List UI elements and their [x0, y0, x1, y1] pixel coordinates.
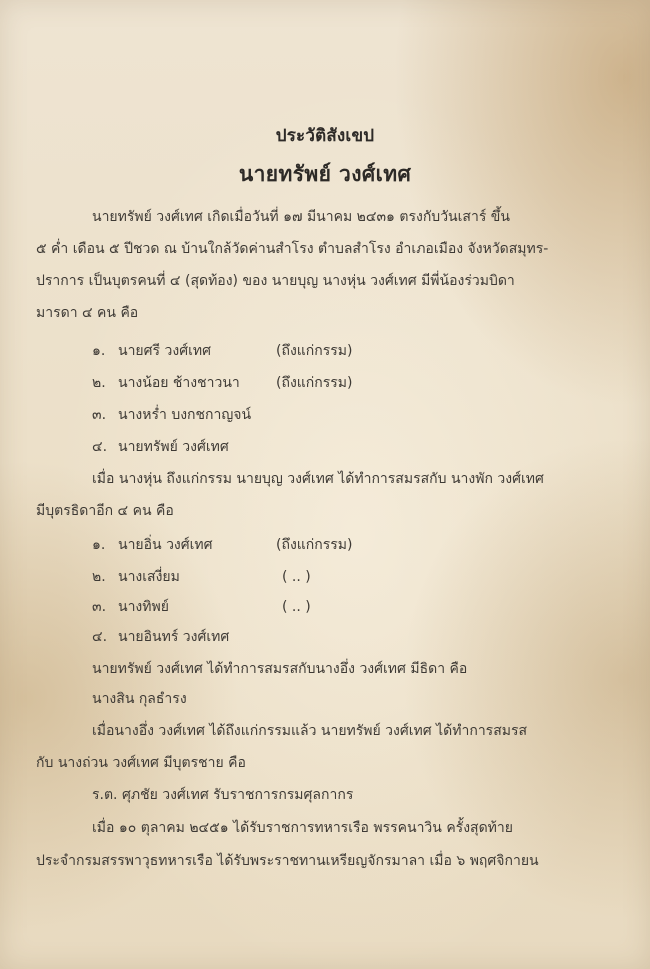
list-1-item-3-number: ๓. — [92, 407, 107, 423]
list-2-item-1-number: ๑. — [92, 537, 106, 553]
list-2-item-1-name: นายอิ่น วงศ์เทศ — [118, 537, 213, 553]
document-title: ประวัติสังเขป — [275, 126, 375, 146]
list-1-item-1-name: นายศรี วงศ์เทศ — [118, 343, 211, 359]
list-1-item-2-name: นางน้อย ช้างชาวนา — [118, 375, 240, 391]
list-2-item-2-name: นางเสงี่ยม — [118, 569, 180, 585]
paragraph-6-line-1: เมื่อ ๑๐ ตุลาคม ๒๔๕๑ ได้รับราชการทหารเรือ พรรคนาวิน ครั้งสุดท้าย — [92, 820, 513, 836]
paragraph-2-line-2: มีบุตรธิดาอีก ๔ คน คือ — [36, 503, 174, 519]
list-2-item-1-status: (ถึงแก่กรรม) — [276, 537, 353, 553]
paragraph-6-line-2: ประจำกรมสรรพาวุธทหารเรือ ได้รับพระราชทานเหรียญจักรมาลา เมื่อ ๖ พฤศจิกายน — [36, 853, 539, 869]
list-1-item-2-status: (ถึงแก่กรรม) — [276, 375, 353, 391]
paragraph-1-line-4: มารดา ๔ คน คือ — [36, 305, 139, 321]
list-2-item-2-number: ๒. — [92, 569, 106, 585]
list-2-item-4-number: ๔. — [92, 629, 108, 645]
paragraph-3-line-1: นายทรัพย์ วงศ์เทศ ได้ทำการสมรสกับนางอึ่ง วงศ์เทศ มีธิดา คือ — [92, 661, 468, 677]
list-1-item-1-status: (ถึงแก่กรรม) — [276, 343, 353, 359]
list-2-item-3-number: ๓. — [92, 599, 107, 615]
list-1-item-4-name: นายทรัพย์ วงศ์เทศ — [118, 439, 229, 455]
person-name-heading: นายทรัพย์ วงศ์เทศ — [238, 162, 412, 186]
paragraph-4-line-1: เมื่อนางอึ่ง วงศ์เทศ ได้ถึงแก่กรรมแล้ว นายทรัพย์ วงศ์เทศ ได้ทำการสมรส — [92, 723, 528, 739]
list-1-item-1-number: ๑. — [92, 343, 106, 359]
list-2-item-3-status: ( .. ) — [282, 599, 311, 615]
paragraph-1-line-2: ๕ ค่ำ เดือน ๕ ปีชวด ณ บ้านใกล้วัดค่านสำโรง ตำบลสำโรง อำเภอเมือง จังหวัดสมุทร- — [36, 241, 549, 257]
list-2-item-3-name: นางทิพย์ — [118, 599, 169, 615]
paragraph-2-line-1: เมื่อ นางหุ่น ถึงแก่กรรม นายบุญ วงศ์เทศ ได้ทำการสมรสกับ นางพัก วงศ์เทศ — [92, 471, 544, 487]
list-1-item-4-number: ๔. — [92, 439, 108, 455]
list-2-item-4-name: นายอินทร์ วงศ์เทศ — [118, 629, 230, 645]
paragraph-5-line-1: ร.ต. ศุภชัย วงศ์เทศ รับราชการกรมศุลกากร — [92, 787, 354, 803]
paragraph-3-line-2: นางสิน กุลธำรง — [92, 691, 187, 707]
paragraph-1-line-3: ปราการ เป็นบุตรคนที่ ๔ (สุดท้อง) ของ นายบุญ นางหุ่น วงศ์เทศ มีพี่น้องร่วมบิดา — [36, 273, 515, 289]
list-1-item-3-name: นางหร่ำ บงกชกาญจน์ — [118, 407, 252, 423]
list-2-item-2-status: ( .. ) — [282, 569, 311, 585]
paragraph-4-line-2: กับ นางถ่วน วงศ์เทศ มีบุตรชาย คือ — [36, 755, 246, 771]
paragraph-1-line-1: นายทรัพย์ วงศ์เทศ เกิดเมื่อวันที่ ๑๗ มีนาคม ๒๔๓๑ ตรงกับวันเสาร์ ขึ้น — [92, 209, 510, 225]
list-1-item-2-number: ๒. — [92, 375, 106, 391]
